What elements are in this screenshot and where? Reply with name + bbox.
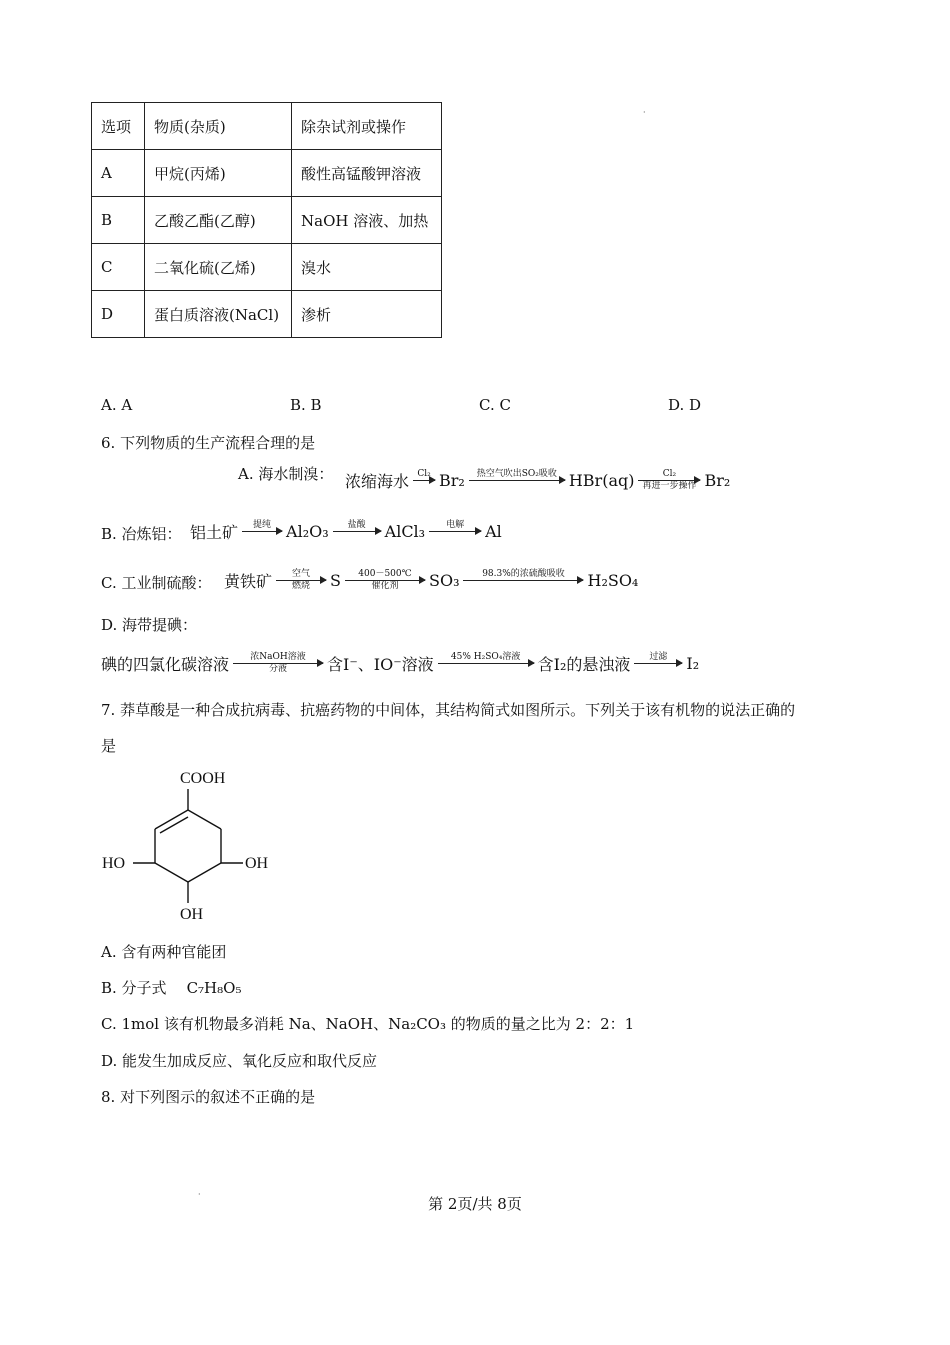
chain-start: 浓缩海水 [345, 471, 410, 491]
stray-dot: · [643, 108, 646, 117]
arrow-label: 98.3%的浓硫酸吸收 [482, 568, 565, 579]
table-cell: 甲烷(丙烯) [145, 150, 292, 197]
chain-end: H₂SO₄ [587, 570, 639, 590]
arrow-label: 提纯 [253, 519, 272, 530]
table-row [92, 150, 442, 197]
page-footer: 第 2页/共 8页 [428, 1195, 522, 1213]
table-cell: D [92, 291, 145, 338]
arrow-label: 空气 [292, 568, 311, 579]
q7-option-c: C. 1mol 该有机物最多消耗 Na、NaOH、Na₂CO₃ 的物质的量之比为 2：2：1 [101, 1015, 635, 1033]
arrow-label: 45% H₂SO₄溶液 [450, 651, 521, 662]
table-cell: 除杂试剂或操作 [292, 103, 442, 150]
answer-d: D. D [668, 396, 702, 414]
q6-d-reaction-chain [101, 645, 699, 681]
table-cell: 蛋白质溶液(NaCl) [145, 291, 292, 338]
answer-a: A. A [101, 396, 133, 414]
table-cell: NaOH 溶液、加热 [292, 197, 442, 244]
q6-c-reaction-chain [224, 562, 638, 598]
chain-intermediate: HBr(aq) [568, 470, 635, 490]
table-cell: 乙酸乙酯(乙醇) [145, 197, 292, 244]
table-cell: 酸性高锰酸钾溶液 [292, 150, 442, 197]
reaction-arrow [634, 652, 682, 675]
q6-option-c-label: C. 工业制硫酸： [101, 574, 212, 592]
reaction-arrow [413, 469, 435, 492]
q7-option-b [101, 977, 241, 998]
reaction-arrow [438, 652, 534, 675]
table-header-row [92, 103, 442, 150]
table-row [92, 291, 442, 338]
group-label-oh-bottom: OH [180, 906, 204, 923]
reaction-arrow [429, 520, 481, 543]
reaction-arrow [233, 652, 323, 675]
chain-intermediate: Br₂ [439, 470, 465, 490]
question-7-stem-cont: 是 [101, 737, 117, 755]
table-cell: 渗析 [292, 291, 442, 338]
answer-c: C. C [479, 396, 511, 414]
reaction-arrow [638, 469, 700, 492]
chain-intermediate: 含I⁻、IO⁻溶液 [327, 654, 434, 674]
reaction-arrow [333, 520, 381, 543]
reaction-arrow [463, 569, 583, 592]
chain-intermediate: S [330, 570, 341, 590]
arrow-label: 燃烧 [292, 580, 311, 591]
question-6-stem: 6. 下列物质的生产流程合理的是 [101, 434, 316, 452]
chain-end: Br₂ [704, 470, 731, 490]
q7-option-b-label: B. 分子式 [101, 979, 167, 997]
arrow-label: 电解 [446, 519, 465, 530]
arrow-label: 催化剂 [371, 580, 399, 591]
arrow-label: 热空气吹出SO₂吸收 [476, 468, 557, 479]
q6-a-reaction-chain [345, 460, 730, 500]
table-cell: 选项 [92, 103, 145, 150]
shikimic-acid-structure [100, 765, 290, 925]
chain-end: Al [485, 521, 502, 541]
arrow-label: Cl₂ [417, 468, 431, 479]
chain-intermediate: 含I₂的悬浊液 [537, 654, 631, 674]
chain-intermediate: Al₂O₃ [286, 521, 329, 541]
reaction-arrow [242, 520, 282, 543]
q6-option-d-label: D. 海带提碘： [101, 616, 198, 634]
table-row [92, 197, 442, 244]
arrow-label: 过滤 [649, 651, 668, 662]
table-cell: C [92, 244, 145, 291]
q6-option-a-label: A. 海水制溴： [238, 465, 334, 483]
table-cell: 溴水 [292, 244, 442, 291]
chain-intermediate: AlCl₃ [384, 521, 426, 541]
answer-b: B. B [290, 396, 322, 414]
q7-option-b-formula: C₇H₈O₅ [186, 979, 242, 997]
q7-option-d: D. 能发生加成反应、氧化反应和取代反应 [101, 1052, 378, 1070]
arrow-label: 盐酸 [347, 519, 366, 530]
table-cell: A [92, 150, 145, 197]
question-8-stem: 8. 对下列图示的叙述不正确的是 [101, 1088, 316, 1106]
reaction-arrow [469, 469, 565, 492]
chain-start: 黄铁矿 [224, 571, 273, 591]
table-cell: 二氧化硫(乙烯) [145, 244, 292, 291]
chain-end: I₂ [686, 653, 700, 673]
q7-option-a: A. 含有两种官能团 [101, 943, 227, 961]
chain-start: 铝土矿 [190, 522, 239, 542]
q6-option-b-label: B. 冶炼铝： [101, 525, 182, 543]
question-7-stem: 7. 莽草酸是一种合成抗病毒、抗癌药物的中间体，其结构简式如图所示。下列关于该有机物的说法正确的 [101, 701, 796, 719]
arrow-label: 浓NaOH溶液 [250, 651, 306, 662]
stray-dot: · [198, 1190, 201, 1199]
group-label-oh-right: OH [245, 855, 269, 872]
chain-start: 碘的四氯化碳溶液 [101, 654, 230, 674]
table-cell: B [92, 197, 145, 244]
arrow-label: 分液 [269, 663, 288, 674]
table-cell: 物质(杂质) [145, 103, 292, 150]
ring-bonds [133, 789, 243, 903]
reaction-arrow [276, 569, 326, 592]
options-table [91, 102, 442, 338]
table-row [92, 244, 442, 291]
group-label-ho-left: HO [102, 855, 126, 872]
chain-intermediate: SO₃ [428, 570, 460, 590]
reaction-arrow [345, 569, 425, 592]
arrow-label: 再进一步操作 [642, 480, 697, 491]
arrow-label: Cl₂ [662, 468, 677, 479]
q6-b-reaction-chain [190, 513, 502, 549]
arrow-label: 400－500℃ [358, 568, 412, 579]
group-label-cooh: COOH [180, 770, 226, 787]
